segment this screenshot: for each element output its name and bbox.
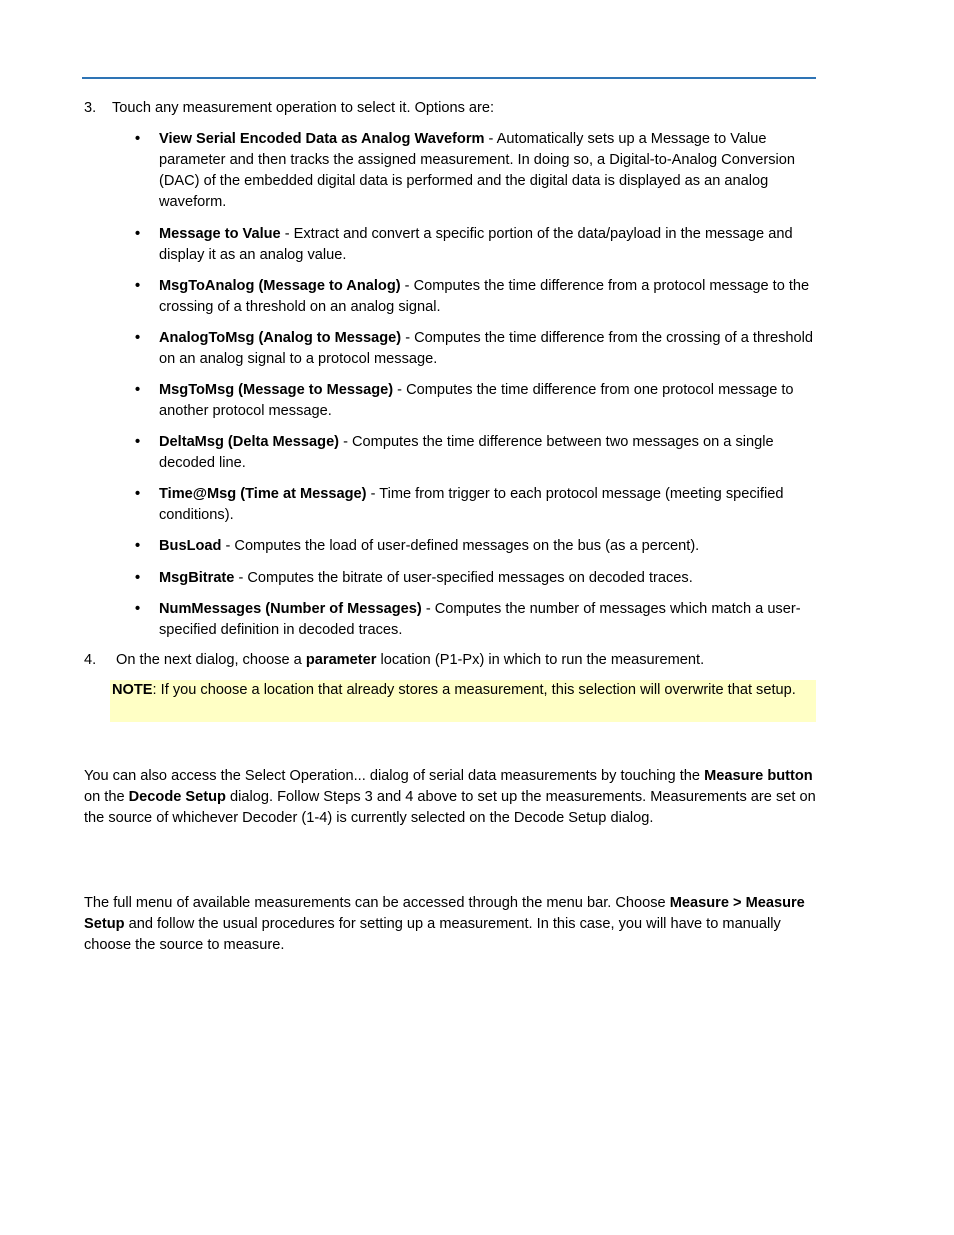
- option-text: [159, 568, 817, 589]
- step-4-text-pre: On the next dialog, choose a: [116, 652, 306, 668]
- para1-text-2: on the: [84, 789, 129, 805]
- option-desc: - Computes the time difference from a protocol message to the crossing of a threshold on an analog signal.: [159, 278, 810, 315]
- bullet-icon: •: [135, 434, 141, 450]
- option-title: MsgBitrate: [159, 570, 235, 586]
- option-text: [159, 380, 817, 422]
- option-text: [159, 224, 817, 266]
- option-desc: - Time from trigger to each protocol message (meeting specified conditions).: [159, 486, 784, 523]
- option-desc: - Computes the bitrate of user-specified messages on decoded traces.: [234, 570, 693, 586]
- note-text: [112, 680, 812, 701]
- option-title: Time@Msg (Time at Message): [159, 486, 367, 502]
- option-text: [159, 328, 817, 370]
- para2-text-2: and follow the usual procedures for setting up a measurement. In this case, you will have to manually choose the source to measure.: [84, 916, 781, 953]
- option-text: [159, 432, 817, 474]
- para1-text-1: You can also access the Select Operation... dialog of serial data measurements by touching the: [84, 768, 705, 784]
- bullet-icon: •: [135, 330, 141, 346]
- option-title: AnalogToMsg (Analog to Message): [159, 330, 402, 346]
- option-desc: - Computes the time difference from the crossing of a threshold on an analog signal to a protocol message.: [159, 330, 813, 367]
- option-text: [159, 276, 817, 318]
- option-text: [159, 129, 817, 213]
- step-4: [84, 650, 816, 671]
- bullet-icon: •: [135, 278, 141, 294]
- option-desc: - Computes the time difference from one protocol message to another protocol message.: [159, 382, 794, 419]
- bullet-icon: •: [135, 226, 141, 242]
- para1-text-3: dialog. Follow Steps 3 and 4 above to set up the measurements. Measurements are set on the source of whichever Decoder (1-4) is currently selected on the Decode Setup dialog.: [84, 789, 816, 826]
- para2-text-1: The full menu of available measurements can be accessed through the menu bar. Choose: [84, 895, 670, 911]
- option-title: View Serial Encoded Data as Analog Waveform: [159, 131, 485, 147]
- option-title: MsgToMsg (Message to Message): [159, 382, 394, 398]
- bullet-icon: •: [135, 131, 141, 147]
- option-title: DeltaMsg (Delta Message): [159, 434, 340, 450]
- option-desc: - Extract and convert a specific portion of the data/payload in the message and display it as an analog value.: [159, 226, 793, 263]
- option-title: NumMessages (Number of Messages): [159, 601, 422, 617]
- bullet-icon: •: [135, 570, 141, 586]
- bullet-icon: •: [135, 382, 141, 398]
- step-4-text-post: location (P1-Px) in which to run the measurement.: [376, 652, 705, 668]
- step-4-text-bold: parameter: [305, 652, 377, 668]
- option-desc: - Computes the number of messages which match a user-specified definition in decoded traces.: [159, 601, 801, 638]
- option-desc: - Computes the load of user-defined messages on the bus (as a percent).: [221, 538, 700, 554]
- note-box: [110, 680, 816, 722]
- step-3-number: 3.: [84, 100, 97, 116]
- para1-bold-2: Decode Setup: [128, 789, 226, 805]
- step-3: [84, 98, 816, 119]
- bullet-icon: •: [135, 601, 141, 617]
- note-label: NOTE: [112, 682, 153, 698]
- option-text: [159, 599, 817, 641]
- option-desc: - Automatically sets up a Message to Value parameter and then tracks the assigned measurement. In doing so, a Digital-to-Analog Conversion (DAC) of the embedded digital data is performed and the digital data is displayed as an analog waveform.: [159, 131, 795, 210]
- option-desc: - Computes the time difference between two messages on a single decoded line.: [159, 434, 774, 471]
- step-4-number: 4.: [84, 652, 97, 668]
- step-4-text: [116, 650, 704, 671]
- option-text: [159, 484, 817, 526]
- option-title: MsgToAnalog (Message to Analog): [159, 278, 401, 294]
- option-title: Message to Value: [159, 226, 281, 242]
- header-rule: [82, 77, 816, 79]
- para2-bold-1: Measure > Measure Setup: [84, 895, 805, 932]
- note-body: : If you choose a location that already stores a measurement, this selection will overwrite that setup.: [152, 682, 796, 698]
- option-title: BusLoad: [159, 538, 222, 554]
- paragraph-decode-setup: [84, 766, 816, 829]
- paragraph-menu-bar: [84, 893, 816, 956]
- para1-bold-1: Measure button: [704, 768, 813, 784]
- bullet-icon: •: [135, 486, 141, 502]
- bullet-icon: •: [135, 538, 141, 554]
- step-3-text: Touch any measurement operation to select it. Options are:: [112, 100, 495, 116]
- option-text: [159, 536, 817, 557]
